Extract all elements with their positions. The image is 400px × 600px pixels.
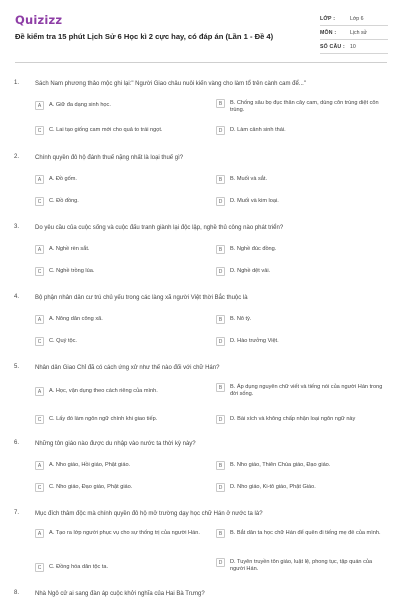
option-text: C. Đồng hóa dân tộc ta.: [49, 564, 109, 570]
option-text: B. Nghề đúc đồng.: [230, 246, 277, 252]
option-letter-box: B: [216, 315, 225, 324]
question-text: Do yêu cầu của cuộc sống và cuộc đấu tranh giành lại độc lập, nghề thủ công nào phát triển?: [35, 225, 284, 231]
option-text: B. Áp dụng nguyên chữ viết và tiếng nói của người Hán trong đời sống.: [230, 384, 383, 397]
option-text: C. Nho giáo, Đạo giáo, Phật giáo.: [49, 484, 133, 490]
option-letter-box: D: [216, 337, 225, 346]
option-a[interactable]: [35, 461, 200, 470]
meta-value: Lớp 6: [350, 15, 364, 22]
option-a[interactable]: [35, 387, 200, 396]
option-letter-box: C: [35, 197, 44, 206]
option-text: A. Đồ gốm.: [49, 176, 77, 182]
option-text: D. Nghề dệt vải.: [230, 268, 271, 274]
option-letter-box: B: [216, 529, 225, 538]
question-text: Nhà Ngô cử ai sang đàn áp cuộc khởi nghĩa của Hai Bà Trưng?: [35, 591, 205, 597]
option-letter-box: A: [35, 245, 44, 254]
option-letter-box: D: [216, 483, 225, 492]
option-text: A. Học, vận dụng theo cách riêng của mình.: [49, 388, 158, 394]
option-letter-box: D: [216, 267, 225, 276]
option-text: D. Hào trưởng Việt.: [230, 338, 279, 344]
meta-value: Lịch sử: [350, 29, 368, 36]
option-a[interactable]: [35, 529, 200, 538]
meta-row-subject: [320, 26, 388, 40]
question-text: Nhân dân Giao Chỉ đã có cách ứng xử như thế nào đối với chữ Hán?: [35, 365, 220, 371]
option-d[interactable]: [216, 197, 386, 206]
meta-label: LỚP :: [320, 15, 336, 22]
quizizz-logo: Quizizz: [15, 13, 63, 27]
option-a[interactable]: [35, 175, 200, 184]
option-letter-box: B: [216, 99, 225, 108]
option-text: C. Nghề trồng lúa.: [49, 268, 95, 274]
option-d[interactable]: [216, 415, 386, 424]
option-c[interactable]: [35, 126, 200, 135]
option-b[interactable]: [216, 529, 386, 538]
option-text: D. Bài xích và không chấp nhận loại ngôn ngữ này: [230, 416, 356, 422]
option-letter-box: A: [35, 461, 44, 470]
option-letter-box: C: [35, 415, 44, 424]
option-text: C. Đồ đồng.: [49, 198, 79, 204]
option-letter-box: B: [216, 383, 225, 392]
option-letter-box: C: [35, 267, 44, 276]
option-text: A. Tạo ra lớp người phục vụ cho sự thống trị của người Hán.: [49, 530, 200, 536]
question-text: Những tôn giáo nào được du nhập vào nước ta thời kỳ này?: [35, 441, 196, 447]
option-c[interactable]: [35, 337, 200, 346]
option-text: D. Nho giáo, Ki-tô giáo, Phật Giáo.: [230, 484, 316, 490]
option-text: C. Lai tạo giống cam mới cho quả to trái ngọt.: [49, 127, 163, 133]
option-letter-box: C: [35, 483, 44, 492]
quiz-meta-panel: [320, 12, 388, 54]
option-d[interactable]: [216, 337, 386, 346]
option-b[interactable]: [216, 315, 386, 324]
option-c[interactable]: [35, 197, 200, 206]
option-c[interactable]: [35, 415, 200, 424]
meta-value: 10: [350, 43, 356, 50]
option-d[interactable]: [216, 483, 386, 492]
question-text: Sách Nam phương thảo mộc ghi lại:" Người Giao châu nuôi kiến vàng cho làm tổ trên cành cam để...": [35, 81, 306, 87]
option-letter-box: B: [216, 175, 225, 184]
option-text: C. Lấy đó làm ngôn ngữ chính khi giao tiếp.: [49, 416, 158, 422]
option-letter-box: C: [35, 563, 44, 572]
option-text: B. Nô tỳ.: [230, 316, 252, 322]
option-d[interactable]: [216, 558, 386, 573]
question-text: Bộ phận nhân dân cư trú chủ yếu trong các làng xã người Việt thời Bắc thuộc là: [35, 295, 248, 301]
option-text: A. Nông dân công xã.: [49, 316, 103, 322]
option-letter-box: A: [35, 529, 44, 538]
option-text: D. Làm cảnh sinh thái.: [230, 127, 286, 133]
option-a[interactable]: [35, 245, 200, 254]
option-text: B. Bắt dân ta học chữ Hán để quên đi tiếng mẹ đẻ của mình.: [230, 530, 381, 536]
question-number: 1.: [14, 80, 20, 86]
question-text: Chính quyền đô hộ đánh thuế nặng nhất là loại thuế gì?: [35, 155, 184, 161]
option-a[interactable]: [35, 315, 200, 324]
option-text: D. Tuyên truyền tôn giáo, luật lệ, phong tục, tập quán của người Hán.: [230, 559, 373, 572]
question-number: 3.: [14, 224, 20, 230]
meta-label: SỐ CÂU :: [320, 43, 345, 50]
option-text: D. Muối và kim loại.: [230, 198, 279, 204]
option-letter-box: B: [216, 245, 225, 254]
question-number: 2.: [14, 154, 20, 160]
option-a[interactable]: [35, 101, 200, 110]
meta-row-question-count: [320, 40, 388, 54]
option-text: A. Nho giáo, Hồi giáo, Phật giáo.: [49, 462, 131, 468]
option-b[interactable]: [216, 245, 386, 254]
option-b[interactable]: [216, 461, 386, 470]
option-b[interactable]: [216, 175, 386, 184]
option-text: A. Giữ đa dạng sinh học.: [49, 102, 111, 108]
option-letter-box: C: [35, 126, 44, 135]
question-number: 4.: [14, 294, 20, 300]
option-c[interactable]: [35, 563, 200, 572]
option-letter-box: A: [35, 315, 44, 324]
option-letter-box: A: [35, 175, 44, 184]
option-text: B. Chống sâu bọ đục thân cây cam, dùng côn trùng diệt côn trùng.: [230, 100, 379, 113]
meta-row-class: [320, 12, 388, 26]
question-number: 5.: [14, 364, 20, 370]
option-letter-box: A: [35, 101, 44, 110]
question-text: Mục đích thâm độc mà chính quyền đô hộ mở trường dạy học chữ Hán ở nước ta là?: [35, 511, 263, 517]
option-d[interactable]: [216, 126, 386, 135]
option-letter-box: C: [35, 337, 44, 346]
option-text: B. Nho giáo, Thiên Chúa giáo, Đạo giáo.: [230, 462, 331, 468]
option-letter-box: B: [216, 461, 225, 470]
option-letter-box: A: [35, 387, 44, 396]
option-text: B. Muối và sắt.: [230, 176, 267, 182]
option-text: C. Quý tộc.: [49, 338, 77, 344]
option-c[interactable]: [35, 267, 200, 276]
meta-label: MÔN :: [320, 29, 337, 36]
option-b[interactable]: [216, 383, 386, 398]
question-number: 8.: [14, 590, 20, 596]
option-letter-box: D: [216, 415, 225, 424]
option-letter-box: D: [216, 558, 225, 567]
question-number: 6.: [14, 440, 20, 446]
option-letter-box: D: [216, 197, 225, 206]
option-d[interactable]: [216, 267, 386, 276]
option-c[interactable]: [35, 483, 200, 492]
option-text: A. Nghề rèn sắt.: [49, 246, 90, 252]
question-number: 7.: [14, 510, 20, 516]
header-divider: [15, 62, 387, 63]
option-letter-box: D: [216, 126, 225, 135]
page-title: Đề kiểm tra 15 phút Lịch Sử 6 Học kì 2 cực hay, có đáp án (Lần 1 - Đề 4): [15, 32, 274, 41]
option-b[interactable]: [216, 99, 386, 114]
